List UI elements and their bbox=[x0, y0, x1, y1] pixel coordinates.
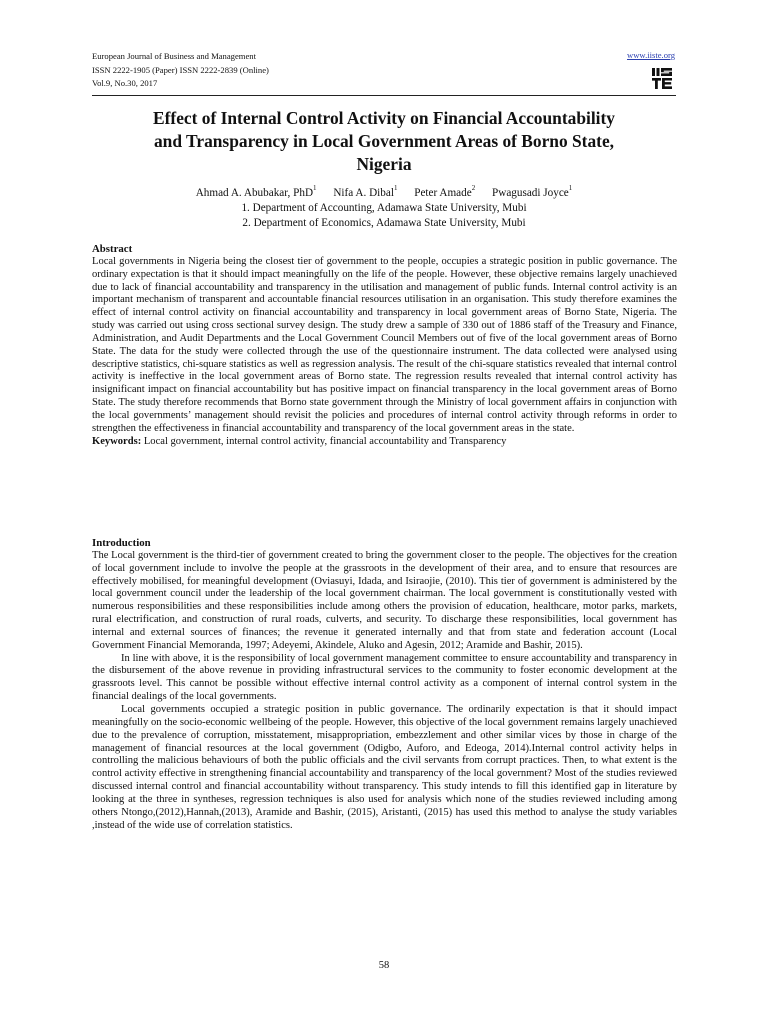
author: Nifa A. Dibal$^1$ bbox=[333, 184, 398, 199]
author: Peter Amade$^2$ bbox=[414, 184, 476, 199]
author: Pwagusadi Joyce$^1$ bbox=[492, 184, 573, 199]
affiliation: 2. Department of Economics, Adamawa State University, Mubi bbox=[242, 217, 526, 229]
journal-name: European Journal of Business and Management bbox=[92, 51, 256, 61]
abstract-section bbox=[92, 243, 677, 449]
keywords-label: Keywords: bbox=[92, 435, 142, 447]
journal-volume: Vol.9, No.30, 2017 bbox=[92, 78, 158, 88]
title-line: Nigeria bbox=[356, 154, 412, 175]
paper-title bbox=[92, 107, 676, 177]
header-divider bbox=[92, 95, 676, 96]
author-list bbox=[92, 186, 676, 201]
introduction-section bbox=[92, 537, 677, 832]
journal-header bbox=[92, 50, 269, 91]
journal-url-link[interactable]: www.iiste.org bbox=[627, 50, 675, 60]
affiliation: 1. Department of Accounting, Adamawa State University, Mubi bbox=[241, 202, 527, 214]
author: Ahmad A. Abubakar, PhD$^1$ bbox=[195, 184, 317, 199]
abstract-text: Local governments in Nigeria being the closest tier of government to the people, occupies a strategic position in public governance. The ordinary expectation is that it should impact meaningfully on the life of the people. However, these objective remains largely unachieved due to lack of financial accountability and transparency in the utilisation and management of public funds. Internal control activity is an important mechanism of transparent and accountable financial resources utilisation in an organisation. This study therefore examines the effect of internal control activity on financial accountability and transparency in local government areas of Borno State, Nigeria. The study was carried out using cross sectional survey design. The study drew a sample of 330 out of 1886 staff of the Treasury and Finance, Administration, and Audit Departments and the Local Government Council Members out of five of the local government areas of Borno State. The data for the study were collected through the use of the questionnaire instrument. The data collected were analysed using descriptive statistics, chi-square statistics as well as regression analysis. The result of the chi-square statistics revealed that internal control activity is ineffective in the local government areas of Borno state. The regression results revealed that internal control activity has insignificant impact on financial accountability but has positive impact on financial transparency in the local government areas of Borno State. The study therefore recommends that Borno state government through the Ministry of local government affairs in conjunction with the local governments’ management should revisit the policies and procedures of internal control activity through reforms in order to strengthen the effectiveness in financial accountability and transparency of the local government areas in the state. bbox=[92, 255, 677, 434]
introduction-heading: Introduction bbox=[92, 537, 151, 549]
title-line: Effect of Internal Control Activity on Financial Accountability bbox=[153, 108, 615, 128]
keywords bbox=[92, 436, 677, 449]
introduction-paragraph: Local governments occupied a strategic position in public governance. The ordinarily expectation is that it should impact meaningfully on the socio-economic wellbeing of the people. However, this objective of the local government remains largely unachieved due to the prevalence of corruption, misstatement, misappropriation, embezzlement and other similar vices by those in charge of the management of financial resources at the local government (Odigbo, Auforo, and Edeoga, 2014).Internal control activity helps in controlling the malicious behaviours of both the public officials and the civil servants from corrupt practices. Then, to what extent is the control activity effective in strengthening financial accountability and transparency of the local government? Most of the studies reviewed discussed internal control and financial accountability without transparency. This study intends to fill this identified gap in literature by looking at the three in syntheses, regression techniques is also used for analysis which none of the studies reviewed including among others Ntongo,(2012),Hannah,(2013), Aramide and Bashir, (2015), Aristanti, (2015) has used this method to analyse the study variables ,instead of the wide use of correlation statistics. bbox=[92, 703, 677, 831]
abstract-heading: Abstract bbox=[92, 243, 133, 255]
introduction-paragraph: The Local government is the third-tier of government created to bring the government closer to the people. The objectives for the creation of local government include to involve the people at the grassroots in the development of their area, and to ensure that resources are effectively mobilised, for meaningful development (Oviasuyi, Idada, and Isiraojie, (2010). This tier of government is administered by the local government council under the leadership of the local government chairman. The local government is constitutionally vested with numerous responsibilities and these responsibilities include among others the provision of education, healthcare, motor parks, markets, rural electrification, and construction of rural roads, culverts, and security. To discharge these responsibilities, local government has internal and external sources of finances; the revenue it generated internally and that from state and federation account (Local Government Financial Memoranda, 1997; Adeyemi, Akindele, Aluko and Agesin, 2012; Aramide and Bashir, 2015). bbox=[92, 549, 677, 651]
title-line: and Transparency in Local Government Areas of Borno State, bbox=[153, 131, 615, 152]
introduction-paragraph: In line with above, it is the responsibility of local government management committee to ensure accountability and transparency in the disbursement of the above revenue in providing infrastructural services to the community to foster economic development at the grassroots level. This cannot be possible without effective internal control activity as a component of internal control system in the financial dealings of the local governments. bbox=[92, 652, 677, 703]
keywords-text: Local government, internal control activity, financial accountability and Transparency bbox=[143, 435, 507, 447]
journal-issn: ISSN 2222-1905 (Paper) ISSN 2222-2839 (Online) bbox=[92, 64, 269, 75]
page-number: 58 bbox=[378, 960, 390, 971]
iiste-logo bbox=[650, 65, 676, 91]
